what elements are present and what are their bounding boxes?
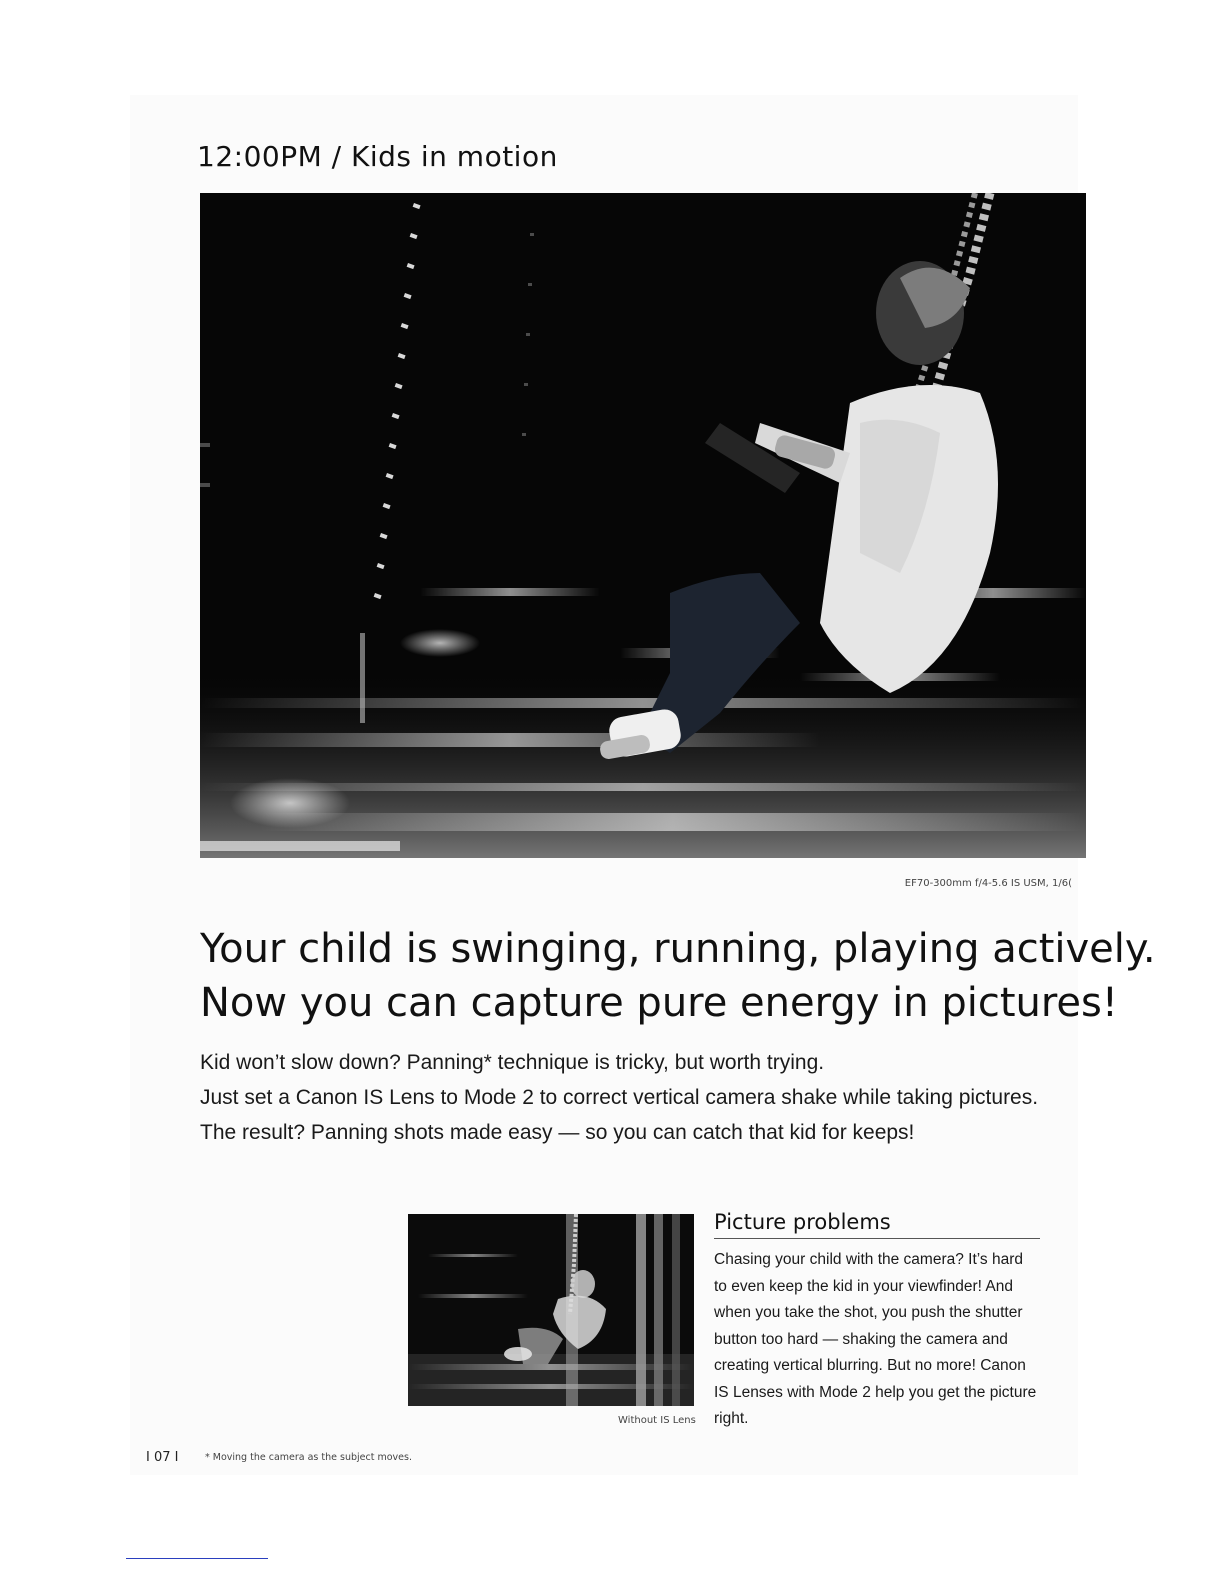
hero-photo-child-on-swing [200,193,1086,858]
bottom-edge-rule [126,1558,268,1559]
thumbnail-caption: Without IS Lens [618,1415,696,1426]
page-number: I 07 I [146,1450,179,1465]
body-paragraph [200,1045,1038,1150]
body-line-2: Just set a Canon IS Lens to Mode 2 to correct vertical camera shake while taking pictures. [200,1086,1039,1109]
headline [200,922,1156,1030]
headline-line-2: Now you can capture pure energy in pictures! [200,980,1118,1026]
picture-problems-box [714,1210,1040,1433]
picture-problems-text: Chasing your child with the camera? It’s hard to even keep the kid in your viewfinder! And when you take the shot, you push the shutter button too hard — shaking the camera and creating vertical blurring. But no more! Canon IS Lenses with Mode 2 help you get the picture right. [714,1251,1037,1427]
body-line-3: The result? Panning shots made easy — so you can catch that kid for keeps! [200,1121,915,1144]
thumbnail-photo-without-is [408,1214,694,1406]
hero-photo-caption: EF70-300mm f/4-5.6 IS USM, 1/6( [904,878,1072,889]
headline-line-1: Your child is swinging, running, playing actively. [200,926,1156,972]
section-title: 12:00PM / Kids in motion [197,140,558,173]
picture-problems-title: Picture problems [714,1210,1040,1239]
body-line-1: Kid won’t slow down? Panning* technique is tricky, but worth trying. [200,1051,825,1074]
footnote: * Moving the camera as the subject moves. [205,1452,412,1463]
